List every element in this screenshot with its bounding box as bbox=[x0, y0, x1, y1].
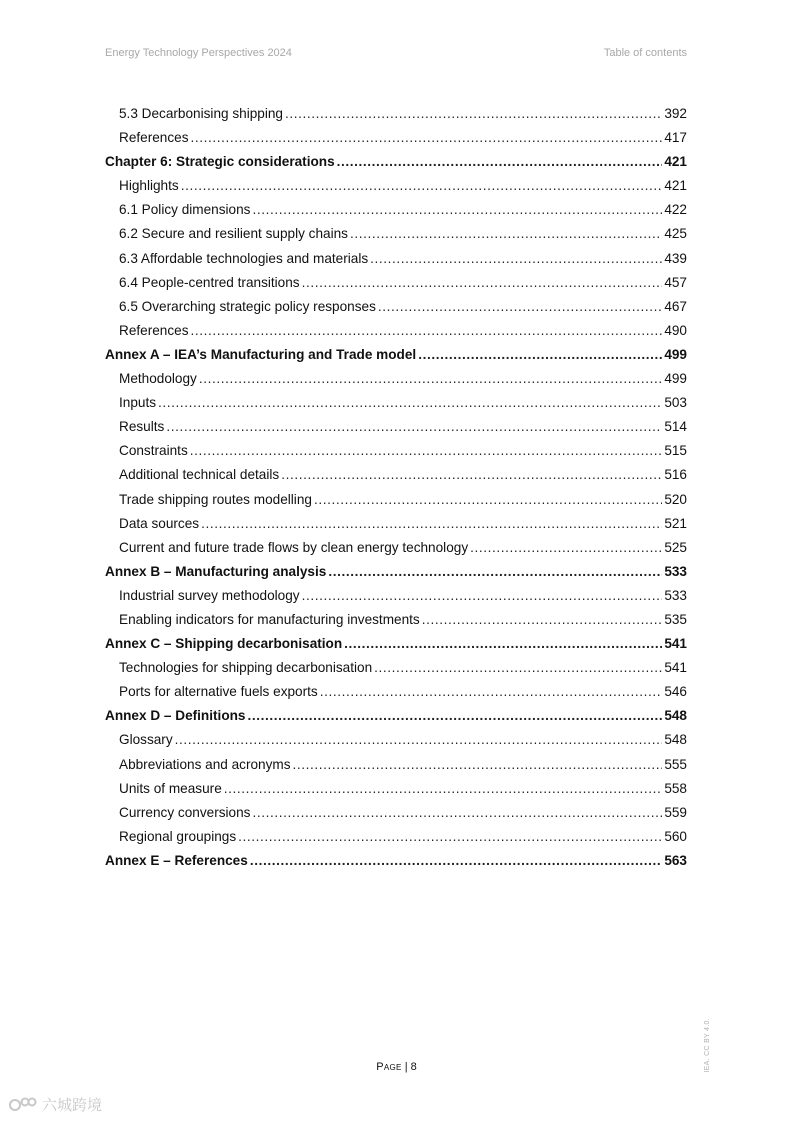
toc-entry-page: 392 bbox=[664, 106, 687, 121]
toc-entry-page: 520 bbox=[664, 491, 687, 507]
toc-entry-page: 548 bbox=[664, 732, 687, 748]
toc-entry-page: 548 bbox=[664, 708, 687, 724]
toc-section-entry[interactable] bbox=[105, 295, 687, 319]
toc-chapter-entry[interactable] bbox=[105, 849, 687, 873]
toc-entry-title: Industrial survey methodology bbox=[119, 587, 300, 603]
toc-entry-title: Annex D – Definitions bbox=[105, 708, 246, 724]
toc-entry-title: Annex B – Manufacturing analysis bbox=[105, 563, 327, 579]
toc-dot-leader bbox=[181, 174, 663, 198]
toc-entry-page: 439 bbox=[664, 250, 687, 266]
toc-entry-page: 541 bbox=[664, 636, 687, 652]
toc-entry-page: 516 bbox=[664, 467, 687, 483]
toc-entry-title: Currency conversions bbox=[119, 804, 251, 820]
toc-chapter-entry[interactable] bbox=[105, 704, 687, 728]
toc-entry-page: 525 bbox=[664, 539, 687, 555]
toc-entry-title: Constraints bbox=[119, 443, 188, 459]
toc-dot-leader bbox=[191, 126, 663, 150]
toc-entry-page: 421 bbox=[664, 154, 687, 170]
page-footer bbox=[0, 1061, 793, 1073]
toc-entry-page: 467 bbox=[664, 298, 687, 314]
toc-entry-page: 515 bbox=[664, 443, 687, 459]
toc-entry-page: 546 bbox=[664, 684, 687, 700]
toc-section-entry[interactable] bbox=[105, 198, 687, 222]
toc-entry-title: Results bbox=[119, 419, 165, 435]
toc-section-entry[interactable] bbox=[105, 512, 687, 536]
toc-entry-title: Units of measure bbox=[119, 780, 222, 796]
toc-section-entry[interactable] bbox=[105, 439, 687, 463]
toc-dot-leader bbox=[422, 608, 663, 632]
license-notice: IEA. CC BY 4.0. bbox=[704, 1018, 711, 1073]
toc-entry-page: 490 bbox=[664, 322, 687, 338]
toc-section-entry[interactable] bbox=[105, 391, 687, 415]
toc-entry-title: Glossary bbox=[119, 732, 173, 748]
toc-entry-title: Current and future trade flows by clean energy technology bbox=[119, 539, 469, 555]
toc-entry-page: 457 bbox=[664, 274, 687, 290]
toc-entry-page: 533 bbox=[664, 587, 687, 603]
toc-section-entry[interactable] bbox=[105, 608, 687, 632]
toc-section-entry[interactable] bbox=[105, 319, 687, 343]
toc-section-entry[interactable] bbox=[105, 463, 687, 487]
toc-entry-title: References bbox=[119, 130, 189, 146]
toc-dot-leader bbox=[314, 488, 662, 512]
toc-section-entry[interactable] bbox=[105, 271, 687, 295]
toc-entry-page: 555 bbox=[664, 756, 687, 772]
toc-section-entry[interactable] bbox=[105, 247, 687, 271]
toc-entry-title: 6.4 People-centred transitions bbox=[119, 274, 300, 290]
toc-chapter-entry[interactable] bbox=[105, 343, 687, 367]
toc-section-entry[interactable] bbox=[105, 174, 687, 198]
toc-entry-title: 6.1 Policy dimensions bbox=[119, 202, 251, 218]
page-number: 8 bbox=[410, 1061, 417, 1073]
toc-dot-leader bbox=[252, 198, 662, 222]
toc-entry-title: 5.3 Decarbonising shipping bbox=[119, 106, 283, 121]
watermark-text: 六城跨境 bbox=[42, 1097, 103, 1114]
toc-entry-page: 560 bbox=[664, 828, 687, 844]
toc-chapter-entry[interactable] bbox=[105, 560, 687, 584]
toc-entry-title: 6.2 Secure and resilient supply chains bbox=[119, 226, 348, 242]
watermark-logo-icon bbox=[8, 1095, 38, 1115]
toc-dot-leader bbox=[238, 825, 662, 849]
toc-dot-leader bbox=[166, 415, 662, 439]
toc-entry-title: Chapter 6: Strategic considerations bbox=[105, 154, 335, 170]
toc-dot-leader bbox=[350, 222, 662, 246]
toc-dot-leader bbox=[190, 439, 663, 463]
page-label: Page bbox=[376, 1061, 402, 1073]
toc-dot-leader bbox=[370, 247, 662, 271]
toc-dot-leader bbox=[250, 849, 663, 873]
toc-dot-leader bbox=[285, 102, 662, 126]
toc-entry-title: Annex C – Shipping decarbonisation bbox=[105, 636, 343, 652]
toc-section-entry[interactable] bbox=[105, 656, 687, 680]
toc-entry-title: Additional technical details bbox=[119, 467, 280, 483]
toc-dot-leader bbox=[302, 271, 663, 295]
toc-section-entry[interactable] bbox=[105, 126, 687, 150]
toc-entry-title: Abbreviations and acronyms bbox=[119, 756, 291, 772]
toc-section-entry[interactable] bbox=[105, 680, 687, 704]
toc-dot-leader bbox=[158, 391, 662, 415]
toc-dot-leader bbox=[378, 295, 662, 319]
running-header-title: Energy Technology Perspectives 2024 bbox=[105, 47, 292, 59]
toc-section-entry[interactable] bbox=[105, 728, 687, 752]
toc-entry-page: 499 bbox=[664, 371, 687, 387]
toc-entry-page: 541 bbox=[664, 660, 687, 676]
toc-dot-leader bbox=[201, 512, 662, 536]
toc-dot-leader bbox=[252, 801, 662, 825]
toc-entry-page: 417 bbox=[664, 130, 687, 146]
watermark bbox=[8, 1094, 102, 1115]
toc-section-entry[interactable] bbox=[105, 536, 687, 560]
toc-dot-leader bbox=[470, 536, 662, 560]
toc-section-entry[interactable] bbox=[105, 801, 687, 825]
toc-section-entry[interactable] bbox=[105, 415, 687, 439]
page-separator: | bbox=[404, 1061, 408, 1073]
toc-dot-leader bbox=[302, 584, 663, 608]
toc-entry-title: Data sources bbox=[119, 515, 200, 531]
toc-entry-page: 533 bbox=[664, 563, 687, 579]
toc-entry-title: Annex E – References bbox=[105, 852, 248, 868]
toc-dot-leader bbox=[374, 656, 662, 680]
toc-dot-leader bbox=[224, 777, 663, 801]
toc-entry-title: Enabling indicators for manufacturing investments bbox=[119, 611, 420, 627]
toc-section-entry[interactable] bbox=[105, 222, 687, 246]
toc-entry-title: Annex A – IEA’s Manufacturing and Trade model bbox=[105, 346, 417, 362]
toc-dot-leader bbox=[191, 319, 663, 343]
toc-dot-leader bbox=[320, 680, 663, 704]
toc-entry-title: Technologies for shipping decarbonisation bbox=[119, 660, 373, 676]
toc-section-entry[interactable] bbox=[105, 584, 687, 608]
toc-entry-page: 535 bbox=[664, 611, 687, 627]
toc-dot-leader bbox=[175, 728, 663, 752]
toc-entry-title: Trade shipping routes modelling bbox=[119, 491, 312, 507]
toc-entry-page: 425 bbox=[664, 226, 687, 242]
toc-dot-leader bbox=[344, 632, 662, 656]
toc-entry-page: 499 bbox=[664, 346, 687, 362]
toc-dot-leader bbox=[199, 367, 662, 391]
toc-entry-title: Inputs bbox=[119, 395, 157, 411]
toc-entry-title: Ports for alternative fuels exports bbox=[119, 684, 318, 700]
toc-entry-page: 563 bbox=[664, 852, 687, 868]
toc-dot-leader bbox=[247, 704, 662, 728]
toc-entry-page: 503 bbox=[664, 395, 687, 411]
toc-section-entry[interactable] bbox=[105, 367, 687, 391]
toc-section-entry[interactable] bbox=[105, 488, 687, 512]
toc-section-entry[interactable] bbox=[105, 825, 687, 849]
toc-dot-leader bbox=[293, 753, 663, 777]
toc-entry-page: 422 bbox=[664, 202, 687, 218]
toc-dot-leader bbox=[328, 560, 662, 584]
toc-entry-page: 558 bbox=[664, 780, 687, 796]
toc-entry-title: 6.3 Affordable technologies and materials bbox=[119, 250, 369, 266]
toc-section-entry[interactable] bbox=[105, 102, 687, 126]
toc-dot-leader bbox=[337, 150, 663, 174]
toc-entry-page: 559 bbox=[664, 804, 687, 820]
toc-entry-title: 6.5 Overarching strategic policy responses bbox=[119, 298, 376, 314]
toc-entry-title: Methodology bbox=[119, 371, 197, 387]
table-of-contents bbox=[105, 102, 687, 873]
toc-chapter-entry[interactable] bbox=[105, 150, 687, 174]
toc-entry-page: 421 bbox=[664, 178, 687, 194]
toc-entry-title: References bbox=[119, 322, 189, 338]
toc-entry-title: Regional groupings bbox=[119, 828, 237, 844]
toc-section-entry[interactable] bbox=[105, 753, 687, 777]
toc-dot-leader bbox=[281, 463, 662, 487]
toc-entry-page: 521 bbox=[664, 515, 687, 531]
running-header-section: Table of contents bbox=[603, 47, 687, 59]
toc-section-entry[interactable] bbox=[105, 777, 687, 801]
toc-dot-leader bbox=[418, 343, 662, 367]
toc-entry-page: 514 bbox=[664, 419, 687, 435]
toc-entry-title: Highlights bbox=[119, 178, 179, 194]
toc-chapter-entry[interactable] bbox=[105, 632, 687, 656]
